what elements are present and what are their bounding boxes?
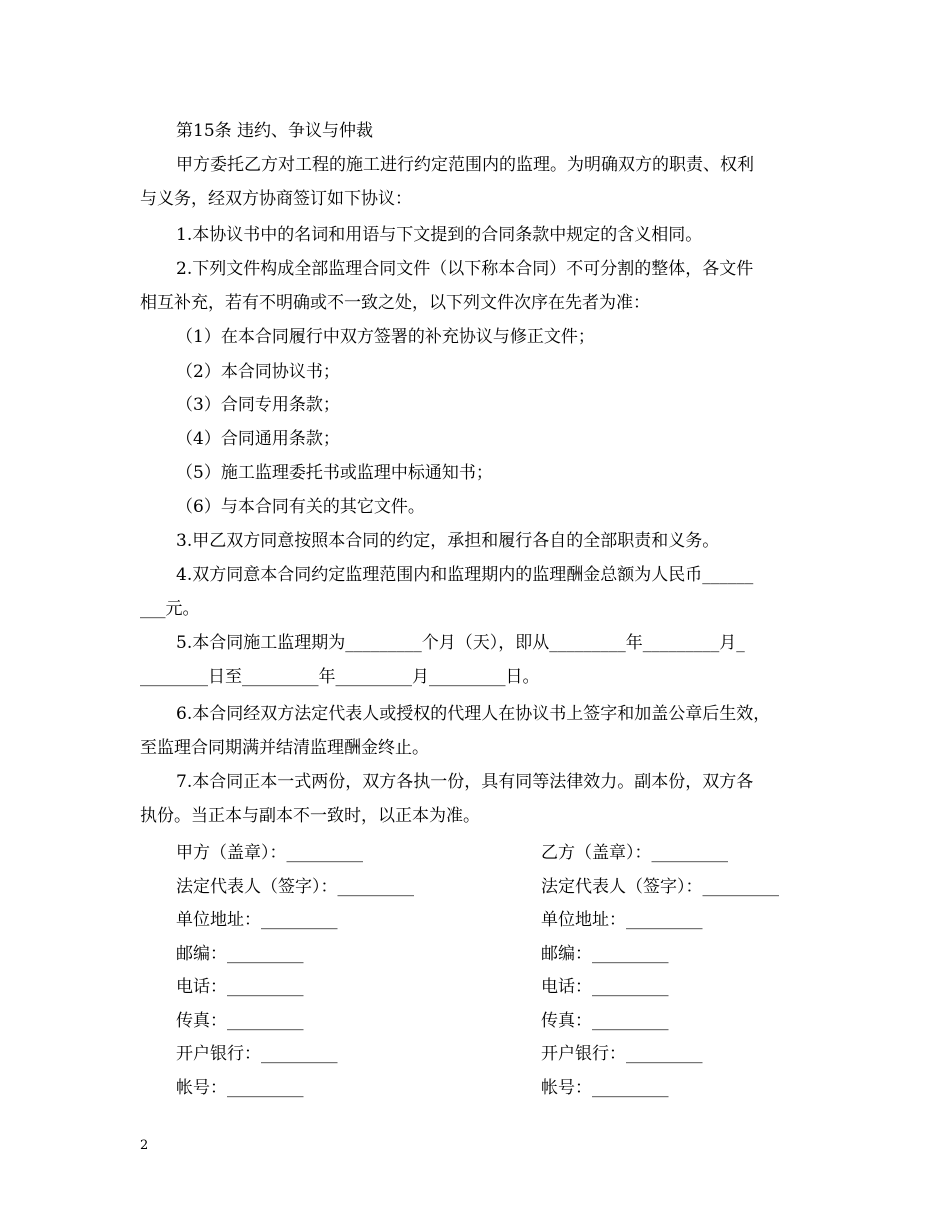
party-b-bank: 开户银行：_________ bbox=[541, 1044, 703, 1064]
document-item-3: （3）合同专用条款； bbox=[176, 395, 340, 415]
party-a-phone: 电话：_________ bbox=[176, 977, 304, 997]
party-a-postcode: 邮编：_________ bbox=[176, 944, 304, 964]
clause-2-line-1: 2.下列文件构成全部监理合同文件（以下称本合同）不可分割的整体，各文件 bbox=[176, 259, 754, 279]
party-a-account: 帐号：_________ bbox=[176, 1078, 304, 1098]
clause-7-line-2: 执份。当正本与副本不一致时，以正本为准。 bbox=[140, 806, 480, 826]
clause-4-line-1: 4.双方同意本合同约定监理范围内和监理期内的监理酬金总额为人民币______ bbox=[176, 565, 754, 585]
clause-2-line-2: 相互补充，若有不明确或不一致之处，以下列文件次序在先者为准： bbox=[140, 293, 650, 313]
document-item-6: （6）与本合同有关的其它文件。 bbox=[176, 497, 425, 517]
party-a-bank: 开户银行：_________ bbox=[176, 1044, 338, 1064]
document-item-1: （1）在本合同履行中双方签署的补充协议与修正文件； bbox=[176, 327, 595, 347]
party-b-fax: 传真：_________ bbox=[541, 1011, 669, 1031]
document-item-4: （4）合同通用条款； bbox=[176, 429, 340, 449]
document-item-5: （5）施工监理委托书或监理中标通知书； bbox=[176, 463, 493, 483]
document-item-2: （2）本合同协议书； bbox=[176, 362, 340, 382]
party-a-address: 单位地址：_________ bbox=[176, 910, 338, 930]
intro-line-2: 与义务，经双方协商签订如下协议： bbox=[140, 189, 412, 209]
clause-4-line-2: ___元。 bbox=[140, 599, 200, 619]
clause-5-line-1: 5.本合同施工监理期为_________个月（天），即从_________年_________月_ bbox=[176, 633, 745, 653]
article-heading: 第15条 违约、争议与仲裁 bbox=[176, 121, 374, 141]
intro-line-1: 甲方委托乙方对工程的施工进行约定范围内的监理。为明确双方的职责、权利 bbox=[176, 155, 754, 175]
party-a-seal: 甲方（盖章）：_________ bbox=[176, 843, 363, 863]
clause-6-line-2: 至监理合同期满并结清监理酬金终止。 bbox=[140, 738, 429, 758]
party-b-legal-rep: 法定代表人（签字）：_________ bbox=[541, 877, 779, 897]
party-b-seal: 乙方（盖章）：_________ bbox=[541, 843, 728, 863]
party-a-fax: 传真：_________ bbox=[176, 1011, 304, 1031]
clause-3: 3.甲乙双方同意按照本合同的约定，承担和履行各自的全部职责和义务。 bbox=[176, 531, 720, 551]
clause-7-line-1: 7.本合同正本一式两份，双方各执一份，具有同等法律效力。副本份，双方各 bbox=[176, 772, 754, 792]
clause-6-line-1: 6.本合同经双方法定代表人或授权的代理人在协议书上签字和加盖公章后生效， bbox=[176, 704, 771, 724]
clause-5-line-2: ________日至_________年_________月_________日。 bbox=[140, 667, 540, 687]
party-b-phone: 电话：_________ bbox=[541, 977, 669, 997]
page-number: 2 bbox=[140, 1138, 149, 1153]
clause-1: 1.本协议书中的名词和用语与下文提到的合同条款中规定的含义相同。 bbox=[176, 225, 703, 245]
party-b-postcode: 邮编：_________ bbox=[541, 944, 669, 964]
party-a-legal-rep: 法定代表人（签字）：_________ bbox=[176, 877, 414, 897]
party-b-address: 单位地址：_________ bbox=[541, 910, 703, 930]
party-b-account: 帐号：_________ bbox=[541, 1078, 669, 1098]
